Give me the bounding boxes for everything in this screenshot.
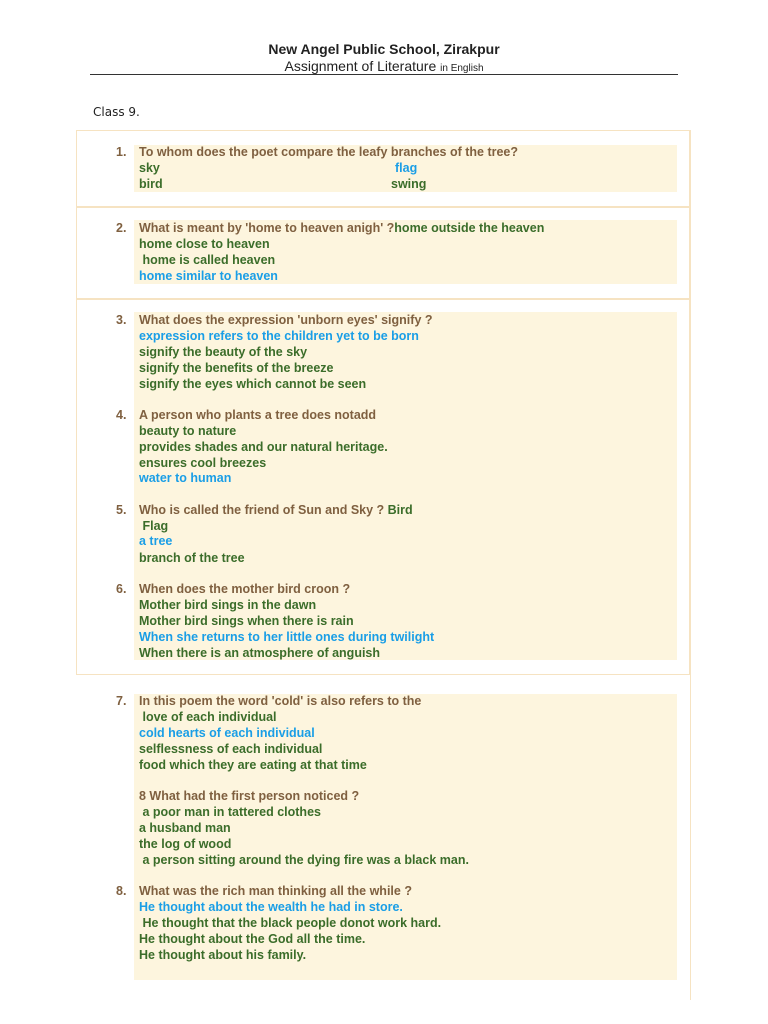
question-stem: When does the mother bird croon ? xyxy=(139,582,351,596)
option-a: home outside the heaven xyxy=(394,221,545,235)
question-8-first-person: 8 What had the first person noticed ? xyxy=(139,789,360,803)
option-c: signify the benefits of the breeze xyxy=(139,361,334,375)
question-6 xyxy=(116,581,350,597)
option-d-correct: water to human xyxy=(139,471,232,485)
class-label: Class 9. xyxy=(93,105,140,119)
option-a: sky xyxy=(139,161,160,175)
option-b: a husband man xyxy=(139,821,231,835)
question-number: 4. xyxy=(116,408,127,422)
question-stem: To whom does the poet compare the leafy branches of the tree? xyxy=(139,145,519,159)
question-stem: Who is called the friend of Sun and Sky ? xyxy=(139,503,385,517)
question-number: 8. xyxy=(116,884,127,898)
option-c-correct: When she returns to her little ones during twilight xyxy=(139,630,435,644)
question-3 xyxy=(116,312,433,328)
assignment-text: Assignment of Literature xyxy=(284,58,437,74)
question-number: 2. xyxy=(116,221,127,235)
option-a: love of each individual xyxy=(139,710,277,724)
question-number: 6. xyxy=(116,582,127,596)
option-a: a poor man in tattered clothes xyxy=(139,805,321,819)
option-b: Mother bird sings when there is rain xyxy=(139,614,354,628)
option-c: He thought about the God all the time. xyxy=(139,932,366,946)
question-number: 1. xyxy=(116,145,127,159)
question-stem: What was the rich man thinking all the while ? xyxy=(139,884,412,898)
option-d: food which they are eating at that time xyxy=(139,758,367,772)
option-c: bird xyxy=(139,177,163,191)
option-b: home close to heaven xyxy=(139,237,270,251)
assignment-suffix: in English xyxy=(440,63,484,74)
school-name: New Angel Public School, Zirakpur xyxy=(268,41,500,57)
option-a-correct: expression refers to the children yet to be born xyxy=(139,329,419,343)
question-2 xyxy=(116,220,544,236)
option-d-correct: home similar to heaven xyxy=(139,269,278,283)
question-number: 7. xyxy=(116,694,127,708)
question-stem: A person who plants a tree does notadd xyxy=(139,408,377,422)
option-a: beauty to nature xyxy=(139,424,237,438)
page-right-border xyxy=(690,130,691,1000)
question-stem: What does the expression 'unborn eyes' signify ? xyxy=(139,313,433,327)
option-b-correct: flag xyxy=(395,161,418,175)
option-a: Mother bird sings in the dawn xyxy=(139,598,317,612)
question-1 xyxy=(116,144,518,160)
option-a-correct: He thought about the wealth he had in store. xyxy=(139,900,403,914)
option-d: a person sitting around the dying fire was a black man. xyxy=(139,853,469,867)
question-number: 3. xyxy=(116,313,127,327)
question-stem: What is meant by 'home to heaven anigh' ? xyxy=(139,221,395,235)
option-d: When there is an atmosphere of anguish xyxy=(139,646,381,660)
question-8 xyxy=(116,883,412,899)
question-number: 5. xyxy=(116,503,127,517)
option-d: swing xyxy=(391,177,427,191)
option-d: branch of the tree xyxy=(139,551,245,565)
option-c-correct: a tree xyxy=(139,534,173,548)
option-c: the log of wood xyxy=(139,837,232,851)
option-a: Bird xyxy=(384,503,413,517)
option-c: selflessness of each individual xyxy=(139,742,323,756)
option-b: provides shades and our natural heritage. xyxy=(139,440,388,454)
option-c: ensures cool breezes xyxy=(139,456,267,470)
option-b: He thought that the black people donot work hard. xyxy=(139,916,442,930)
option-d: He thought about his family. xyxy=(139,948,307,962)
question-4 xyxy=(116,407,376,423)
option-d: signify the eyes which cannot be seen xyxy=(139,377,367,391)
question-5 xyxy=(116,502,413,518)
option-c: home is called heaven xyxy=(139,253,276,267)
option-b: Flag xyxy=(139,519,169,533)
page-header xyxy=(90,41,678,77)
question-stem: In this poem the word 'cold' is also refers to the xyxy=(139,694,422,708)
option-b-correct: cold hearts of each individual xyxy=(139,726,315,740)
option-b: signify the beauty of the sky xyxy=(139,345,308,359)
question-7 xyxy=(116,693,421,709)
header-rule xyxy=(90,74,678,75)
